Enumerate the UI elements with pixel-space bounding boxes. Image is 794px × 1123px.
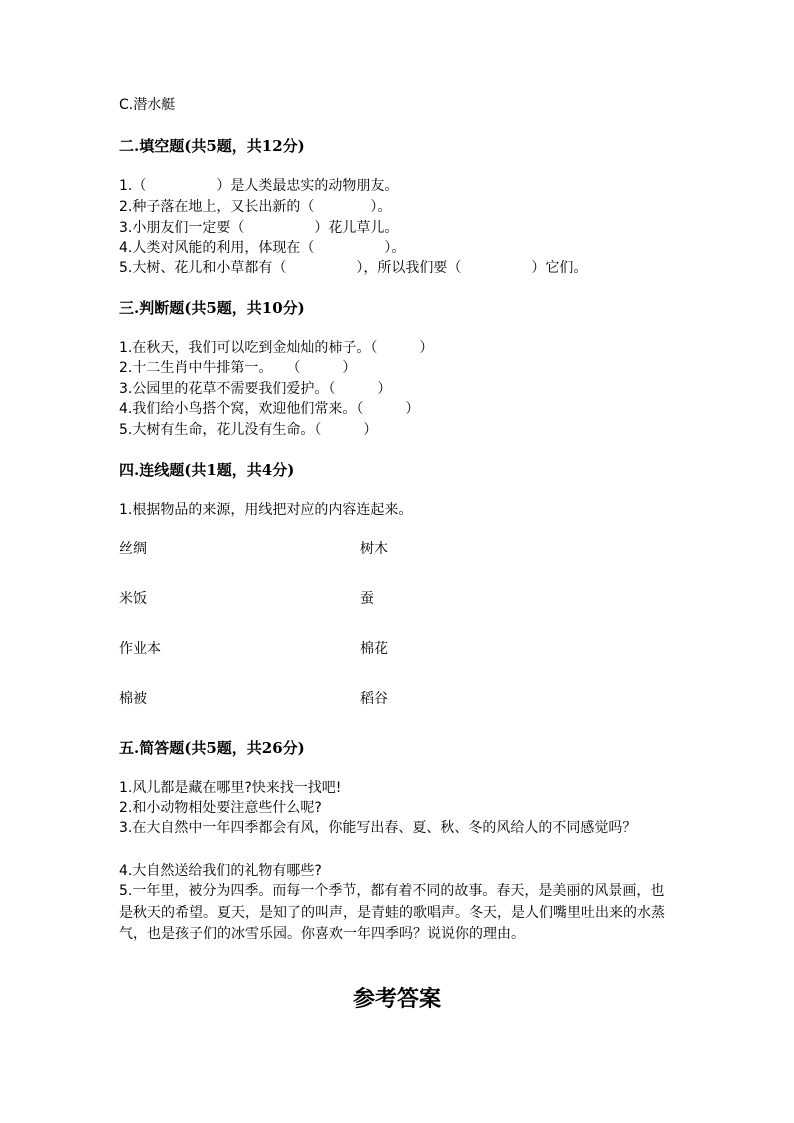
match-left-item-3: 作业本 xyxy=(119,641,161,657)
match-right-item-1: 树木 xyxy=(360,541,388,557)
fill-item-5: 5.大树、花儿和小草都有（ ），所以我们要（ ）它们。 xyxy=(119,260,588,276)
fill-item-3: 3.小朋友们一定要（ ）花儿草儿。 xyxy=(119,220,399,236)
judge-item-2: 2.十二生肖中牛排第一。 （ ） xyxy=(119,360,357,376)
section-heading-match: 四.连线题(共1题，共4分) xyxy=(119,461,295,479)
judge-item-3: 3.公园里的花草不需要我们爱护。（ ） xyxy=(119,381,392,397)
match-left-item-1: 丝绸 xyxy=(119,541,147,557)
answer-title: 参考答案 xyxy=(352,986,441,1012)
match-prompt: 1.根据物品的来源，用线把对应的内容连起来。 xyxy=(119,502,413,518)
section-heading-fill: 二.填空题(共5题，共12分) xyxy=(119,137,305,155)
short-item-3: 3.在大自然中一年四季都会有风，你能写出春、夏、秋、冬的风给人的不同感觉吗？ xyxy=(119,820,637,836)
match-left-item-2: 米饭 xyxy=(119,591,147,607)
short-item-1: 1.风儿都是藏在哪里?快来找一找吧! xyxy=(119,780,342,796)
fill-item-2: 2.种子落在地上，又长出新的（ ）。 xyxy=(119,199,392,215)
match-right-item-2: 蚕 xyxy=(360,591,374,607)
match-right-item-3: 棉花 xyxy=(360,641,388,657)
choice-option-c: C.潜水艇 xyxy=(119,97,176,113)
short-item-5: 5.一年里，被分为四季。而每一个季节，都有着不同的故事。春天，是美丽的风景画，也是秋天的希望。夏天，是知了的叫声，是青蛙的歌唱声。冬天，是人们嘴里吐出来的水蒸气，也是孩子们的冰雪乐园。你喜欢一年四季吗？说说你的理由。 xyxy=(119,883,665,942)
short-item-4: 4.大自然送给我们的礼物有哪些? xyxy=(119,863,322,879)
match-right-item-4: 稻谷 xyxy=(360,691,388,707)
section-heading-short: 五.简答题(共5题，共26分) xyxy=(119,739,305,757)
fill-item-4: 4.人类对风能的利用，体现在（ ）。 xyxy=(119,240,406,256)
judge-item-1: 1.在秋天，我们可以吃到金灿灿的柿子。（ ） xyxy=(119,340,434,356)
judge-item-5: 5.大树有生命，花儿没有生命。（ ） xyxy=(119,422,378,438)
match-left-item-4: 棉被 xyxy=(119,691,147,707)
section-heading-judge: 三.判断题(共5题，共10分) xyxy=(119,299,305,317)
short-item-2: 2.和小动物相处要注意些什么呢? xyxy=(119,800,322,816)
judge-item-4: 4.我们给小鸟搭个窝，欢迎他们常来。（ ） xyxy=(119,401,420,417)
fill-item-1: 1.（ ）是人类最忠实的动物朋友。 xyxy=(119,178,399,194)
